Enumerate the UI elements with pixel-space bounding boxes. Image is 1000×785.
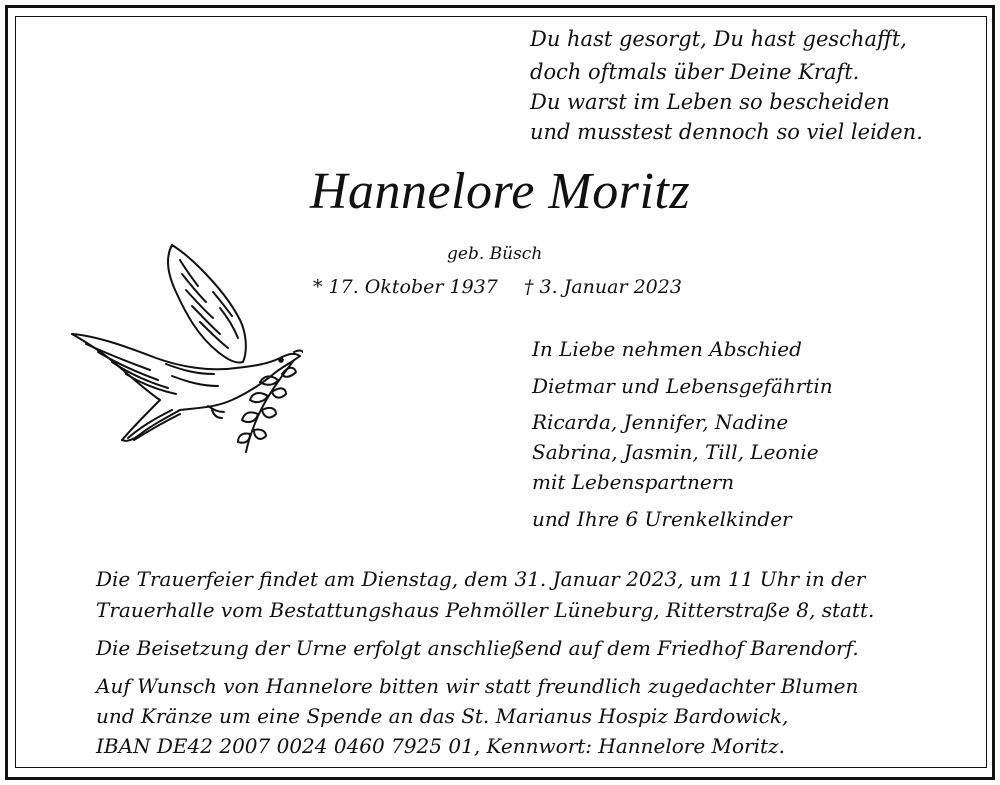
poem-line: doch oftmals über Deine Kraft. xyxy=(530,60,860,84)
dove-with-olive-branch-icon xyxy=(68,240,303,455)
death-date: † 3. Januar 2023 xyxy=(524,276,682,298)
info-line: Die Beisetzung der Urne erfolgt anschließend auf dem Friedhof Barendorf. xyxy=(96,636,859,660)
mourner-line: Dietmar und Lebensgefährtin xyxy=(532,374,833,398)
info-line: Auf Wunsch von Hannelore bitten wir statt freundlich zugedachter Blumen xyxy=(96,674,859,698)
birth-date: * 17. Oktober 1937 xyxy=(313,276,498,298)
mourner-line: Sabrina, Jasmin, Till, Leonie xyxy=(532,440,819,464)
info-line: Die Trauerfeier findet am Dienstag, dem 31. Januar 2023, um 11 Uhr in der xyxy=(96,567,866,591)
birth-name: geb. Büsch xyxy=(447,244,543,264)
poem-line: und musstest dennoch so viel leiden. xyxy=(530,120,923,144)
info-line: und Kränze um eine Spende an das St. Marianus Hospiz Bardowick, xyxy=(96,704,789,728)
mourner-line: Ricarda, Jennifer, Nadine xyxy=(532,410,789,434)
info-line: IBAN DE42 2007 0024 0460 7925 01, Kennwort: Hannelore Moritz. xyxy=(96,734,785,758)
mourner-line: und Ihre 6 Urenkelkinder xyxy=(532,507,792,531)
mourner-line: In Liebe nehmen Abschied xyxy=(532,337,802,361)
mourner-line: mit Lebenspartnern xyxy=(532,470,735,494)
info-line: Trauerhalle vom Bestattungshaus Pehmöller Lüneburg, Ritterstraße 8, statt. xyxy=(96,598,875,622)
deceased-name: Hannelore Moritz xyxy=(309,163,691,220)
poem-line: Du hast gesorgt, Du hast geschafft, xyxy=(530,27,907,51)
poem-line: Du warst im Leben so bescheiden xyxy=(530,90,890,114)
